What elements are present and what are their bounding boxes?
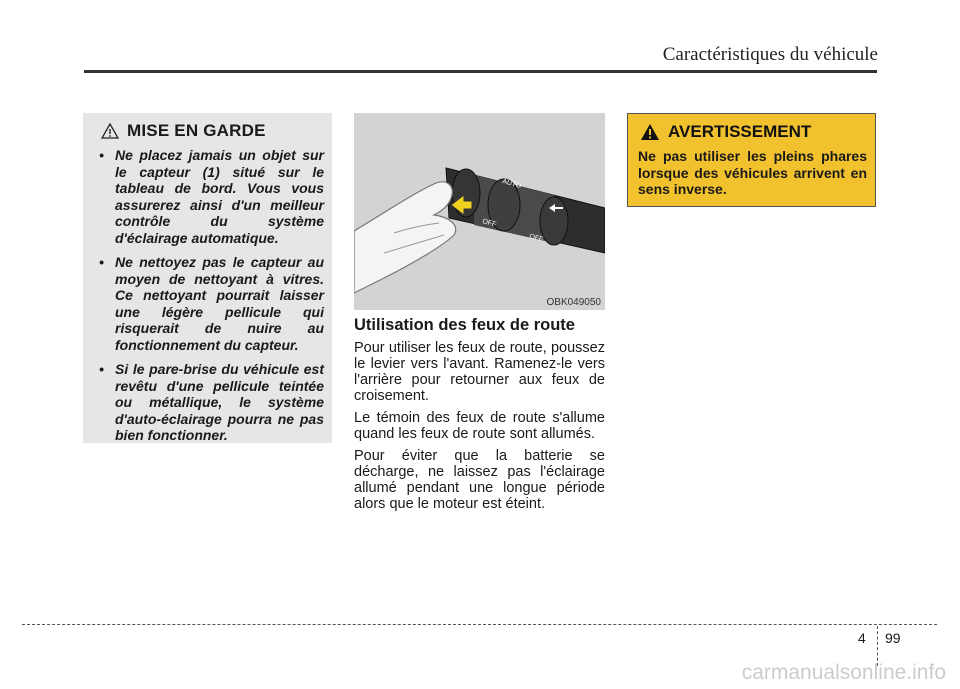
- figure-code: OBK049050: [546, 297, 601, 308]
- warning-triangle-icon: [101, 123, 119, 139]
- lever-label-off: OFF: [481, 218, 497, 229]
- headlight-lever-figure: [354, 113, 605, 310]
- header-rule: [84, 70, 877, 73]
- body-paragraph: Pour utiliser les feux de route, poussez le levier vers l'avant. Ramenez-le vers l'arrière pour retourner aux feux de croisement.: [354, 340, 605, 404]
- body-paragraph: Pour éviter que la batterie se décharge, ne laissez pas l'éclairage allumé pendant une longue période alors que le moteur est éteint.: [354, 448, 605, 512]
- caution-item: [95, 361, 324, 444]
- warning-triangle-icon: [640, 123, 660, 141]
- lever-label-auto: AUTO: [501, 178, 522, 190]
- caution-box: [83, 113, 332, 443]
- lever-illustration: [354, 113, 605, 310]
- bullet-icon: •: [99, 361, 104, 377]
- section-body: [354, 340, 605, 518]
- watermark: carmanualsonline.info: [741, 661, 946, 684]
- bullet-icon: •: [99, 254, 104, 270]
- lever-label-off: OFF: [528, 233, 544, 244]
- chapter-number: 4: [858, 630, 866, 646]
- warning-text: Ne pas utiliser les pleins phares lorsque des véhicules arrivent en sens inverse.: [638, 148, 867, 197]
- caution-item: [95, 147, 324, 246]
- warning-title: AVERTISSEMENT: [668, 122, 812, 141]
- caution-item-text: Ne nettoyez pas le capteur au moyen de nettoyant à vitres. Ce nettoyant pourrait laisser une légère pellicule qui risquerait de nuire au fonctionnement du capteur.: [115, 254, 324, 353]
- caution-title: MISE EN GARDE: [127, 121, 266, 140]
- bullet-icon: •: [99, 147, 104, 163]
- caution-item: [95, 254, 324, 353]
- header-title: Caractéristiques du véhicule: [662, 44, 878, 65]
- caution-item-text: Si le pare-brise du véhicule est revêtu d'une pellicule teintée ou métallique, le système d'auto-éclairage pourra ne pas bien fonctionner.: [115, 361, 324, 443]
- caution-header: [101, 121, 324, 141]
- caution-list: [95, 147, 324, 444]
- caution-item-text: Ne placez jamais un objet sur le capteur (1) situé sur le tableau de bord. Vous vous assurerez ainsi d'un meilleur contrôle du système d'éclairage automatique.: [115, 147, 324, 246]
- body-paragraph: Le témoin des feux de route s'allume quand les feux de route sont allumés.: [354, 410, 605, 442]
- page-number: 99: [885, 630, 901, 646]
- page-separator: [877, 626, 878, 666]
- warning-box: [627, 113, 876, 207]
- warning-header: [640, 122, 867, 142]
- footer-rule: [22, 624, 937, 625]
- section-title: Utilisation des feux de route: [354, 316, 575, 334]
